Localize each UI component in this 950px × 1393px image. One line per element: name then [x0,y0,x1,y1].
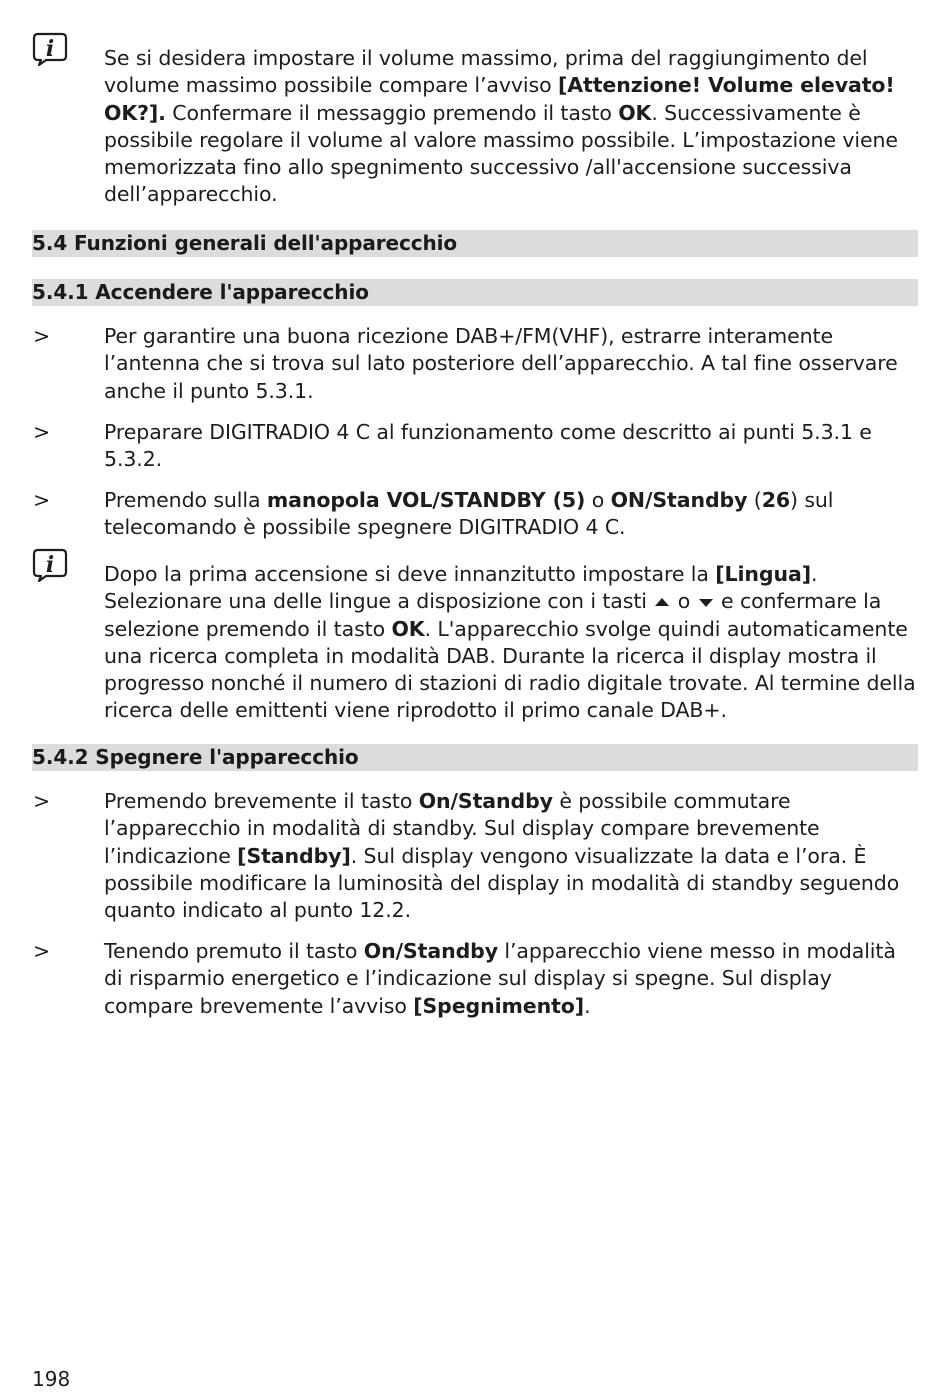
info-icon [32,548,68,582]
list-item-prepare: Preparare DIGITRADIO 4 C al funzionamento come descritto ai punti 5.3.1 e 5.3.2. [104,420,872,472]
note-text: o [671,589,697,614]
note-first-start [104,561,916,725]
item-text: è possibile commutare l’apparecchio in modalità di standby. Sul display compare brevemente l’indicazione [104,789,820,868]
note-text: Dopo la prima accensione si deve innanzitutto impostare la [104,562,716,586]
arrow-up-icon [653,595,671,609]
item-text: Tenendo premuto il tasto [104,939,364,963]
bullet-marker: > [33,324,51,348]
note-text: e confermare la selezione premendo il tasto [104,589,882,641]
item-bold: 26 [761,488,791,512]
note-bold: [Lingua] [715,562,811,586]
item-text: . Sul display vengono visualizzate la data e l’ora. È possibile modificare la luminosità del display in modalità di standby seguendo quanto indicato al punto 12.2. [104,843,900,923]
item-text: l’apparecchio viene messo in modalità di risparmio energetico e l’indicazione sul display si spegne. Sul display compare brevemente l’avviso [104,939,896,1018]
section-heading-5-4-2: 5.4.2 Spegnere l'apparecchio [32,744,918,771]
section-heading-5-4-1: 5.4.1 Accendere l'apparecchio [32,279,918,306]
page-number: 198 [32,1367,71,1391]
list-item-antenna: Per garantire una buona ricezione DAB+/FM(VHF), estrarre interamente l’antenna che si trova sul lato posteriore dell’apparecchio. A tal fine osservare anche il punto 5.3.1. [104,324,898,403]
item-text: ) sul telecomando è possibile spegnere DIGITRADIO 4 C. [104,488,834,540]
item-bold: ON/Standby [610,488,748,512]
note-bold: [Attenzione! Volume elevato! OK?]. [104,73,895,125]
item-bold: On/Standby [418,789,553,813]
item-text: o [585,488,611,512]
item-bold: [Standby] [237,843,351,868]
item-bold: [Spegnimento] [413,993,585,1018]
bullet-marker: > [33,488,51,512]
note-bold: OK [391,616,425,641]
note-bold: OK [618,100,652,125]
svg-text:i: i [45,36,55,62]
bullet-marker: > [33,420,51,444]
list-item-power-save [104,938,916,1020]
note-text: . L'apparecchio svolge quindi automaticamente una ricerca completa in modalità DAB. Durante la ricerca il display mostra il progresso nonché il numero di stazioni di radio digitale trovate. Al termine della ricerca delle emittenti viene riprodotto il primo canale DAB+. [104,616,916,723]
bullet-marker: > [33,939,51,963]
item-text: . [584,993,591,1018]
svg-text:i: i [45,552,55,578]
item-bold: manopola VOL/STANDBY (5) [266,488,586,512]
note-text: . Selezionare una delle lingue a disposizione con i tasti [104,562,818,614]
arrow-down-icon [697,595,715,609]
note-text: . Successivamente è possibile regolare il volume al valore massimo possibile. L’impostazione viene memorizzata fino allo spegnimento successivo /all'accensione successiva dell’apparecchio. [104,100,898,207]
note-volume-warning [104,45,916,209]
note-text: Se si desidera impostare il volume massimo, prima del raggiungimento del volume massimo possibile compare l’avviso [104,46,868,98]
item-text: ( [747,488,762,512]
bullet-marker: > [33,789,51,813]
item-text: Premendo brevemente il tasto [104,789,419,813]
info-icon [32,32,68,66]
item-text: Premendo sulla [104,488,267,512]
list-item-power [104,487,916,542]
note-text: Confermare il messaggio premendo il tasto [165,100,619,125]
section-heading-5-4: 5.4 Funzioni generali dell'apparecchio [32,230,918,257]
list-item-standby [104,788,916,924]
item-bold: On/Standby [363,939,498,963]
